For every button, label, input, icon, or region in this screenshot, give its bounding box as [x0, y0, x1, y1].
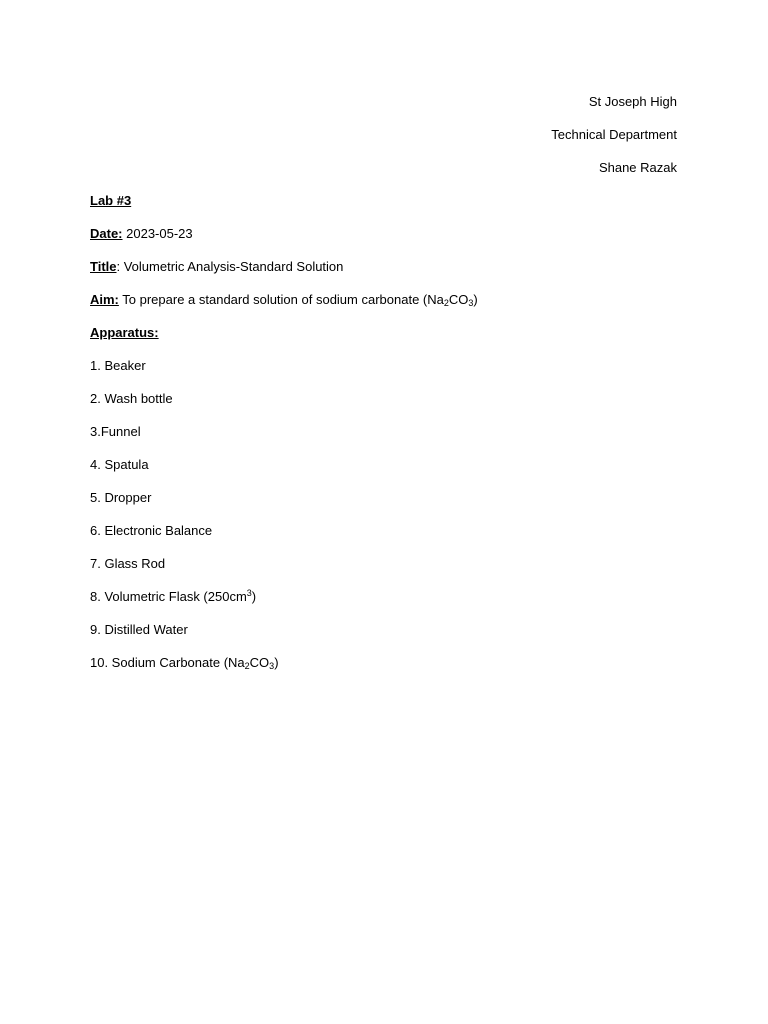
apparatus-item: [90, 654, 690, 687]
apparatus-item: 5. Dropper: [90, 490, 152, 505]
lab-number-label: Lab #3: [90, 193, 132, 208]
aim-line: [90, 291, 690, 324]
item8-superscript: 3: [246, 588, 252, 598]
school-name: St Joseph High: [588, 94, 677, 109]
apparatus-item: 4. Spatula: [90, 457, 149, 472]
item10-prefix: 10. Sodium Carbonate (Na: [90, 655, 245, 670]
department-name: Technical Department: [551, 127, 677, 142]
apparatus-item: 9. Distilled Water: [90, 622, 188, 637]
item10-text-co: CO: [249, 655, 270, 670]
apparatus-label: Apparatus:: [90, 325, 159, 340]
title-line: [90, 258, 690, 291]
aim-label: Aim:: [90, 292, 119, 307]
apparatus-item: 1. Beaker: [90, 358, 146, 373]
title-value: : Volumetric Analysis-Standard Solution: [116, 259, 344, 274]
item8-suffix: ): [251, 589, 257, 604]
apparatus-item: 7. Glass Rod: [90, 556, 166, 571]
date-label: Date:: [90, 226, 123, 241]
apparatus-item: 6. Electronic Balance: [90, 523, 213, 538]
document-header: [551, 93, 677, 192]
date-value: 2023-05-23: [126, 226, 193, 241]
lab-number: [90, 192, 690, 225]
aim-text-suffix: ): [473, 292, 478, 307]
apparatus-heading: [90, 324, 690, 357]
author-name: Shane Razak: [598, 160, 677, 175]
aim-text-co: CO: [448, 292, 469, 307]
aim-subscript-2: 2: [443, 298, 449, 308]
aim-text-prefix: To prepare a standard solution of sodium carbonate (Na: [122, 292, 444, 307]
apparatus-item: [90, 588, 690, 621]
aim-subscript-3: 3: [468, 298, 474, 308]
item8-prefix: 8. Volumetric Flask (250cm: [90, 589, 247, 604]
apparatus-item: 3.Funnel: [90, 424, 141, 439]
item10-subscript-3: 3: [269, 661, 275, 671]
lab-report-body: [90, 192, 690, 687]
title-label: Title: [90, 259, 117, 274]
item10-suffix: ): [274, 655, 279, 670]
apparatus-item: 2. Wash bottle: [90, 391, 173, 406]
aim-value: [122, 292, 477, 307]
item10-subscript-2: 2: [244, 661, 250, 671]
date-line: [90, 225, 690, 258]
